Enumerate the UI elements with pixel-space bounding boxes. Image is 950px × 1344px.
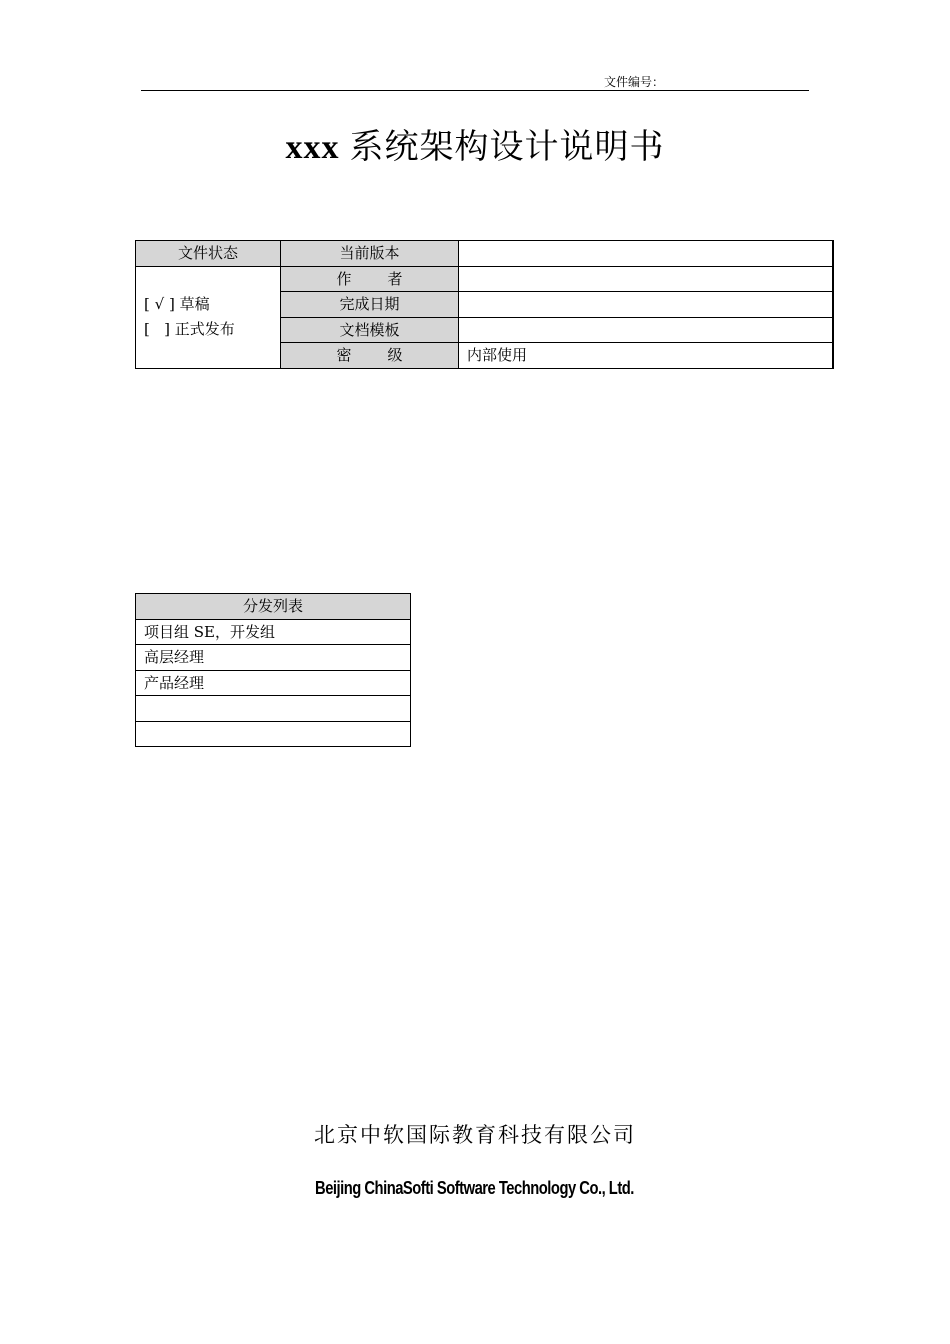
- distribution-item: [136, 696, 411, 722]
- state-label-release: 正式发布: [174, 320, 235, 338]
- row-value-author: [459, 266, 834, 292]
- row-label-classification: [281, 343, 459, 369]
- state-option-draft: [144, 292, 280, 317]
- row-label-template: 文档模板: [281, 317, 459, 343]
- status-row: [136, 266, 834, 292]
- status-row: [136, 241, 834, 267]
- state-label-draft: 草稿: [179, 295, 210, 313]
- distribution-header: 分发列表: [136, 594, 411, 620]
- document-title-prefix: xxx: [285, 129, 340, 166]
- row-value-template: [459, 317, 834, 343]
- company-name-chinese: 北京中软国际教育科技有限公司: [314, 1123, 636, 1147]
- header-divider: [141, 90, 809, 91]
- row-label-version: 当前版本: [281, 241, 459, 267]
- row-value-version: [459, 241, 834, 267]
- row-label-classification-text: 密 级: [336, 346, 403, 365]
- state-option-release: [144, 317, 280, 342]
- row-value-classification: 内部使用: [459, 343, 834, 369]
- distribution-item: [136, 721, 411, 747]
- distribution-item: 项目组 SE，开发组: [136, 619, 411, 645]
- row-label-author-text: 作 者: [336, 269, 403, 288]
- file-state-header: 文件状态: [136, 241, 281, 267]
- row-value-date: [459, 292, 834, 318]
- state-checkbox-release[interactable]: [ ]: [144, 320, 171, 338]
- distribution-item: 高层经理: [136, 645, 411, 671]
- row-label-author: [281, 266, 459, 292]
- company-name-english: Beijing ChinaSofti Software Technology Co., Ltd.: [315, 1178, 634, 1198]
- document-title-main: 系统架构设计说明书: [349, 127, 665, 167]
- distribution-table: [135, 593, 411, 747]
- distribution-item: 产品经理: [136, 670, 411, 696]
- document-status-table: [135, 240, 834, 369]
- file-number-label: 文件编号：: [604, 75, 665, 89]
- row-label-date: 完成日期: [281, 292, 459, 318]
- file-state-options: [136, 266, 281, 368]
- document-title: [0, 124, 950, 171]
- state-checkbox-draft[interactable]: [ √ ]: [144, 295, 175, 313]
